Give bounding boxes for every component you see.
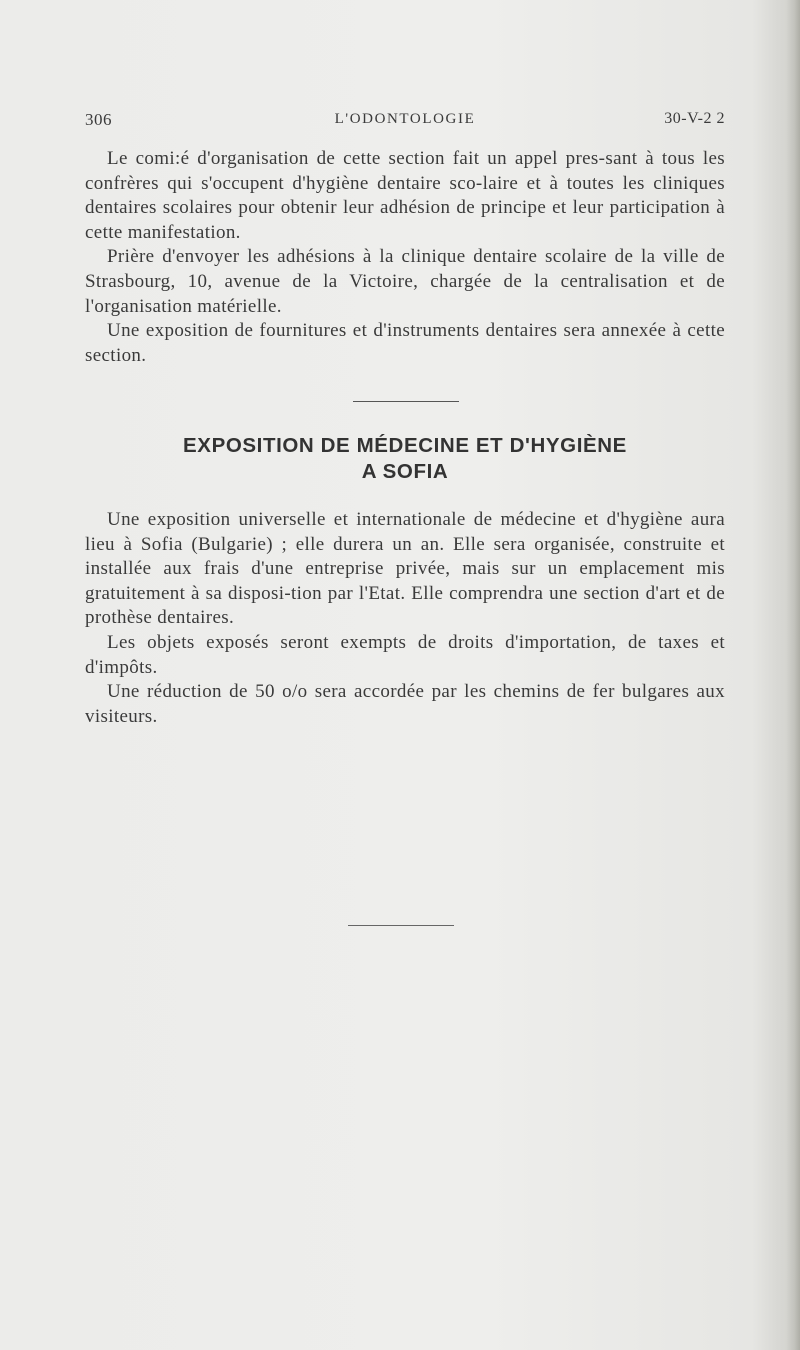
running-header [85,110,725,136]
paragraph: Une réduction de 50 o/o sera accordée par les chemins de fer bulgares aux visiteurs. [85,681,725,727]
journal-title: L'ODONTOLOGIE [334,111,476,127]
article-text [85,508,725,729]
paragraph: Une exposition universelle et internationale de médecine et d'hygiène aura lieu à Sofia (Bulgarie) ; elle durera un an. Elle sera organisée, construite et installée aux frais d'une entreprise privée, mais sur un emplacement mis gratuitement à sa disposi-tion par l'Etat. Elle comprendra une section d'art et de prothèse dentaires. [85,509,725,629]
end-divider [348,925,454,926]
page-binding-edge [786,0,800,1350]
paragraph: Une exposition de fournitures et d'instruments dentaires sera annexée à cette section. [85,320,725,366]
paragraph: Prière d'envoyer les adhésions à la clinique dentaire scolaire de la ville de Strasbourg, 10, avenue de la Victoire, chargée de la centralisation et de l'organisation matérielle. [85,246,725,317]
heading-line: A SOFIA [361,460,449,483]
paragraph: Le comi:é d'organisation de cette section fait un appel pres-sant à tous les confrères qui s'occupent d'hygiène dentaire sco-laire et à toutes les cliniques dentaires scolaires pour obtenir leur adhésion de principe et leur participation à cette manifestation. [85,148,725,243]
page-number: 306 [85,110,112,129]
section-text [85,147,725,368]
section-divider [353,401,459,402]
paragraph: Les objets exposés seront exempts de droits d'importation, de taxes et d'impôts. [85,631,725,678]
heading-line: EXPOSITION DE MÉDECINE ET D'HYGIÈNE [183,434,627,457]
issue-date: 30-V-2 2 [664,110,725,127]
article-heading [85,433,725,485]
